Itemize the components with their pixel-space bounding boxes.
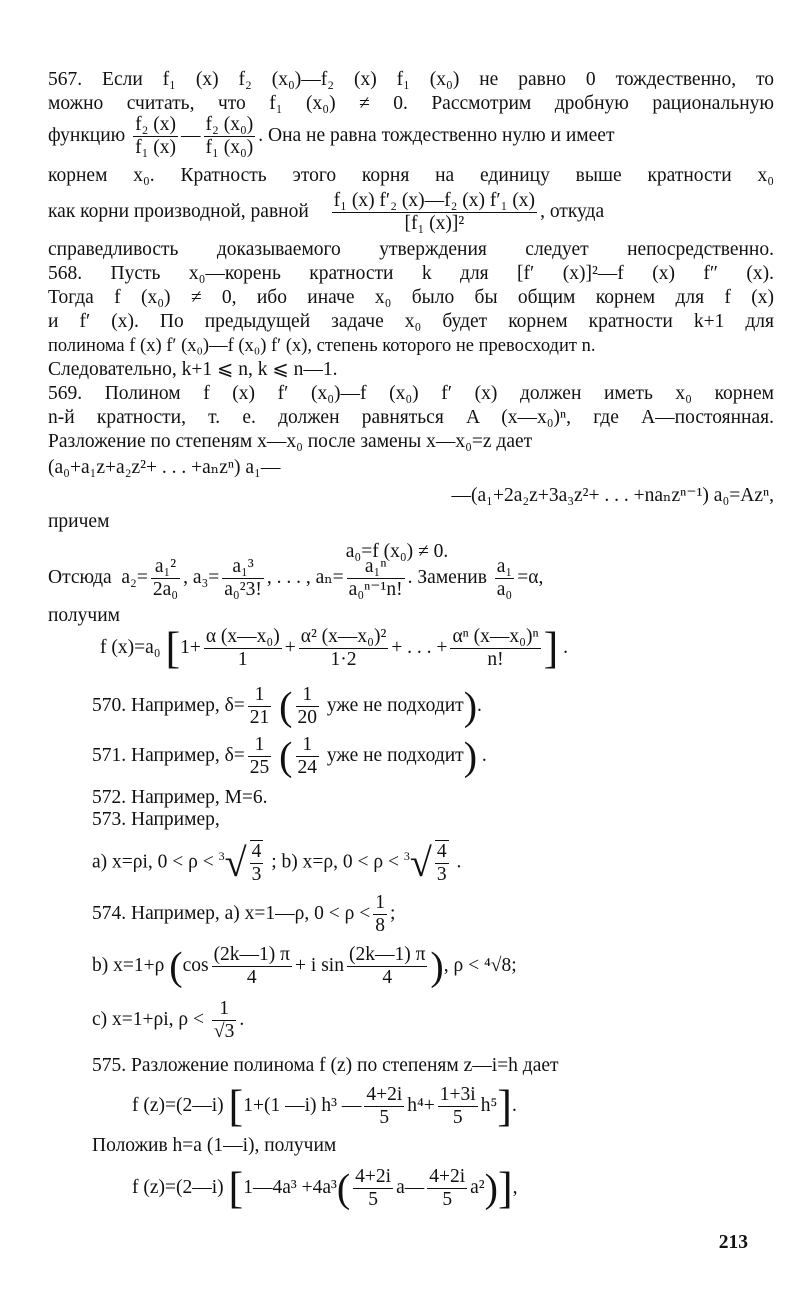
fraction: $\frac{4+2i}{5}$ [429, 1166, 466, 1210]
fraction: $\frac{4}{3}$ [436, 841, 447, 885]
p568-line4: полинома f (x) f′ (x₀)—f (x₀) f′ (x), степень которого не превосходит n. [48, 336, 596, 356]
p569-line2: n-й кратности, т. е. должен равняться A (x—x₀)ⁿ, где A—постоянная. [48, 407, 774, 428]
fraction: $\frac{\text{a₁}}{\text{a₀}}$ [496, 556, 513, 600]
p568-line1: 568. Пусть x₀—корень кратности k для [f′ (x)]²—f (x) f″ (x). [48, 263, 774, 284]
p569-line1: 569. Полином f (x) f′ (x₀)—f (x₀) f′ (x) должен иметь x₀ корнем [48, 383, 774, 404]
p569-line7: a₀=f (x₀) ≠ 0. [345, 541, 449, 562]
fraction: $\frac{\text{f₁ (x) f′₂ (x)—f₂ (x) f′₁ (x)}}{\text{[f₁ (x)]²}}$ [333, 190, 536, 234]
fraction: $\frac{1}{21}$ [249, 684, 270, 728]
p567-line2: можно считать, что f₁ (x₀) ≠ 0. Рассмотрим дробную рациональную [48, 93, 774, 114]
p569-line6: причем [48, 511, 110, 532]
p568-line3: и f′ (x). По предыдущей задаче x₀ будет корнем кратности k+1 для [48, 311, 774, 332]
fraction: $\frac{\text{a₁²}}{\text{2a₀}}$ [152, 556, 179, 600]
p570: 570. Например, δ= $\frac{1}{21}$ ( $\frac{1}{20}$ уже не подходит). [92, 683, 482, 729]
fraction: $\frac{(2k—1) \pi}{4}$ [348, 944, 426, 988]
p575-line2: Положив h=a (1—i), получим [92, 1135, 337, 1156]
p569-line8: Отсюда a₂= $\frac{\text{a₁²}}{\text{2a₀}}$ , a₃= $\frac{\text{a₁³}}{\text{a₀²3!}}$ , . . . , aₙ= $\frac{\text{a₁ⁿ}}{\text{a₀ⁿ⁻¹n!}}$ . Заменив $\frac{\text{a₁}}{\text{a₀}}$ =α, [48, 556, 544, 600]
fraction: $\frac{(2k—1) \pi}{4}$ [213, 944, 291, 988]
p567-line3: функцию $\frac{\text{f₂ (x)}}{\text{f₁ (x)}}$ — $\frac{\text{f₂ (x₀)}}{\text{f₁ (x₀)}}$ . Она не равна тождественно нулю и имеет [48, 114, 615, 158]
p573-items: a) x=ρi, 0 < ρ < $^3$√ $\frac{4}{3}$ ; b) x=ρ, 0 < ρ < $^3$√ $\frac{4}{3}$ . [92, 840, 462, 885]
fraction: $\frac{\text{a₁ⁿ}}{\text{a₀ⁿ⁻¹n!}}$ [348, 556, 403, 600]
p574-b: b) x=1+ρ (cos $\frac{(2k—1) \pi}{4}$ + i sin $\frac{(2k—1) \pi}{4}$ ), ρ < ⁴√8; [92, 943, 517, 989]
p575-line1: 575. Разложение полинома f (z) по степеням z—i=h дает [92, 1055, 559, 1076]
fraction: $\frac{4+2i}{5}$ [366, 1084, 403, 1128]
p567-line1: 567. Если f₁ (x) f₂ (x₀)—f₂ (x) f₁ (x₀) не равно 0 тождественно, то [48, 69, 774, 90]
p573-head: 573. Например, [92, 809, 220, 830]
p569-line5: —(a₁+2a₂z+3a₃z²+ . . . +naₙzⁿ⁻¹) a₀=Azⁿ, [451, 485, 774, 506]
p569-formula: f (x)=a₀ [1+ $\frac{\text{α (x—x₀)}}{1}$ + $\frac{\text{α² (x—x₀)²}}{1\cdot 2}$ + . . . + $\frac{\text{αⁿ (x—x₀)ⁿ}}{n!}$ ] . [100, 623, 569, 673]
p575-formula2: f (z)=(2—i) [1—4a³ +4a³( $\frac{4+2i}{5}$ a— $\frac{4+2i}{5}$ a²)], [132, 1163, 518, 1213]
fraction: $\frac{\text{f₂ (x₀)}}{\text{f₁ (x₀)}}$ [205, 114, 254, 158]
fraction: $\frac{\text{a₁³}}{\text{a₀²3!}}$ [224, 556, 262, 600]
fraction: $\frac{4+2i}{5}$ [355, 1166, 392, 1210]
fraction: $\frac{\text{α (x—x₀)}}{1}$ [205, 626, 280, 670]
p574-c: c) x=1+ρi, ρ < $\frac{1}{√3}$ . [92, 998, 245, 1042]
p571: 571. Например, δ= $\frac{1}{25}$ ( $\frac{1}{24}$ уже не подходит) . [92, 733, 487, 779]
fraction: $\frac{4}{3}$ [251, 841, 262, 885]
fraction: $\frac{1}{√3}$ [213, 998, 235, 1042]
fraction: $\frac{1}{8}$ [375, 892, 385, 936]
fraction: $\frac{\text{α² (x—x₀)²}}{1\cdot 2}$ [300, 626, 387, 670]
p575-formula1: f (z)=(2—i) [1+(1 —i) h³ — $\frac{4+2i}{5}$ h⁴+ $\frac{1+3i}{5}$ h⁵]. [132, 1081, 517, 1131]
p569-line3: Разложение по степеням x—x₀ после замены x—x₀=z дает [48, 431, 533, 452]
fraction: $\frac{1}{25}$ [249, 734, 270, 778]
page-number: 213 [718, 1232, 748, 1253]
p569-line4: (a₀+a₁z+a₂z²+ . . . +aₙzⁿ) a₁— [48, 457, 281, 478]
p568-line2: Тогда f (x₀) ≠ 0, ибо иначе x₀ было бы общим корнем для f (x) [48, 287, 774, 308]
fraction: $\frac{\text{αⁿ (x—x₀)ⁿ}}{n!}$ [452, 626, 539, 670]
fraction: $\frac{1+3i}{5}$ [439, 1084, 476, 1128]
fraction: $\frac{\text{f₂ (x)}}{\text{f₁ (x)}}$ [135, 114, 177, 158]
p569-line9: получим [48, 605, 120, 626]
p567-line4: корнем x₀. Кратность этого корня на единицу выше кратности x₀ [48, 165, 774, 186]
p574-a: 574. Например, a) x=1—ρ, 0 < ρ < $\frac{1}{8}$ ; [92, 892, 396, 936]
fraction: $\frac{1}{24}$ [297, 734, 317, 778]
p567-line5: как корни производной, равной $\frac{\text{f₁ (x) f′₂ (x)—f₂ (x) f′₁ (x)}}{\text{[f₁ (x)]²}}$ , откуда [48, 190, 605, 234]
p568-line5: Следовательно, k+1 ⩽ n, k ⩽ n—1. [48, 359, 338, 380]
fraction: $\frac{1}{20}$ [297, 684, 317, 728]
p572: 572. Например, M=6. [92, 787, 268, 808]
p567-line6: справедливость доказываемого утверждения следует непосредственно. [48, 239, 774, 260]
